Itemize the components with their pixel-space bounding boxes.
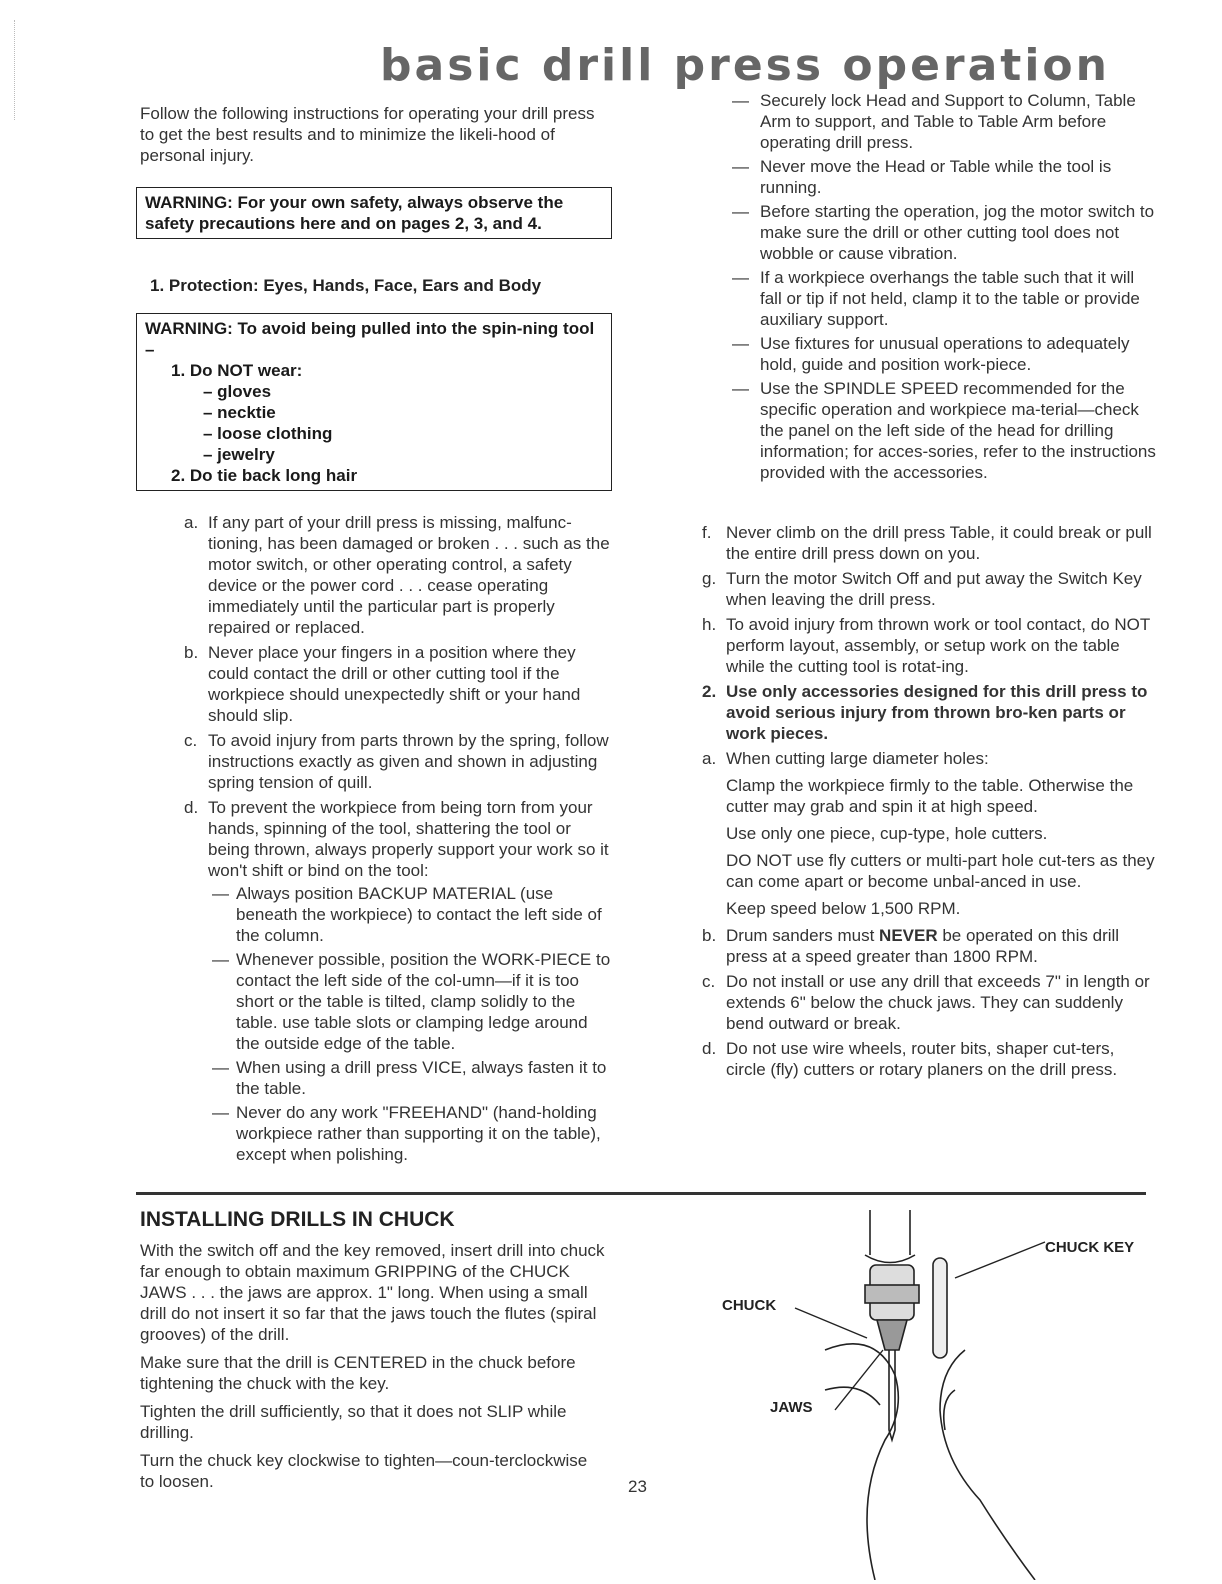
- item-marker: 2.: [702, 682, 717, 701]
- install-paragraph: Turn the chuck key clockwise to tighten—coun-terclockwise to loosen.: [140, 1451, 588, 1491]
- item-marker: b.: [702, 926, 717, 945]
- list-item: [694, 522, 1156, 564]
- item-text: Never climb on the drill press Table, it could break or pull the entire drill press down on you.: [726, 523, 1152, 563]
- item-marker: c.: [184, 731, 198, 750]
- list-item: [694, 614, 1156, 677]
- install-paragraph: With the switch off and the key removed, insert drill into chuck far enough to obtain maximum GRIPPING of the CHUCK JAWS . . . the jaws are approx. 1" long. When using a small drill do not insert it so far that the jaws touch the flutes (spiral grooves) of the drill.: [140, 1241, 605, 1344]
- dash-item: — Use fixtures for unusual operations to adequately hold, guide and position work-piece.: [732, 334, 1130, 374]
- item-text: To avoid injury from parts thrown by the spring, follow instructions exactly as given and shown in adjusting spring tension of quill.: [208, 731, 609, 792]
- dash-item-text: Use the SPINDLE SPEED recommended for the specific operation and workpiece ma-terial—check the panel on the left side of the head for drilling information; for acces-sories, refer to the instructions provided with the accessories.: [760, 379, 1156, 482]
- item-emphasis: NEVER: [879, 926, 938, 945]
- item-text: Drum sanders must: [726, 926, 880, 945]
- dash-item-text: If a workpiece overhangs the table such that it will fall or tip if not held, clamp it to the table or provide auxiliary support.: [760, 268, 1140, 329]
- support-sublist: [208, 883, 612, 1165]
- hand-right-outline: [940, 1350, 1035, 1580]
- item-marker: c.: [702, 972, 716, 991]
- item-text: Do not use wire wheels, router bits, shaper cut-ters, circle (fly) cutters or rotary planers on the drill press.: [726, 1039, 1118, 1079]
- warning-item-do-not-wear: 1. Do NOT wear:: [171, 361, 303, 380]
- item-paragraph: Clamp the workpiece firmly to the table. Otherwise the cutter may grab and spin it at high speed.: [726, 776, 1134, 816]
- dash-item: — Before starting the operation, jog the motor switch to make sure the drill or other cutting tool does not wobble or cause vibration.: [732, 202, 1155, 263]
- chuck-pointer: [795, 1308, 867, 1338]
- dash-item: — Never move the Head or Table while the tool is running.: [732, 157, 1112, 197]
- left-list: [176, 512, 612, 1169]
- warning-box-safety: WARNING: For your own safety, always observe the safety precautions here and on pages 2, 3, and 4.: [136, 187, 612, 239]
- right-list: [694, 522, 1156, 1084]
- list-item: [176, 642, 612, 726]
- item-text: To avoid injury from thrown work or tool contact, do NOT perform layout, assembly, or setup work on the table while the cutting tool is rotat-ing.: [726, 615, 1150, 676]
- install-paragraph: Tighten the drill sufficiently, so that it does not SLIP while drilling.: [140, 1402, 567, 1442]
- item-text: Never place your fingers in a position where they could contact the drill or other cutting tool if the workpiece should unexpectedly shift or your hand should slip.: [208, 643, 581, 725]
- item-paragraph: Keep speed below 1,500 RPM.: [726, 899, 961, 918]
- list-item: [694, 568, 1156, 610]
- dash-item-text: Before starting the operation, jog the motor switch to make sure the drill or other cutting tool does not wobble or cause vibration.: [760, 202, 1155, 263]
- chuck-illustration: [705, 1200, 1175, 1580]
- page-number: 23: [628, 1477, 647, 1496]
- chuck-collar: [865, 1285, 919, 1303]
- item-marker: a.: [702, 749, 717, 768]
- sub-item-text: Never do any work "FREEHAND" (hand-holding workpiece rather than supporting it on the table), except when polishing.: [236, 1103, 601, 1164]
- hand-left-outline: [825, 1344, 898, 1580]
- dash-item: — If a workpiece overhangs the table such that it will fall or tip if not held, clamp it to the table or provide auxiliary support.: [732, 268, 1140, 329]
- dash-item-text: Securely lock Head and Support to Column, Table Arm to support, and Table to Table Arm before operating drill press.: [760, 91, 1136, 152]
- sub-item: — Never do any work "FREEHAND" (hand-holding workpiece rather than supporting it on the table), except when polishing.: [212, 1103, 601, 1164]
- sub-item: — Whenever possible, position the WORK-PIECE to contact the left side of the col-umn—if it is too short or the table is tilted, clamp solidly to the table. use table slots or clamping ledge around the outside edge of the table.: [212, 950, 611, 1053]
- item-marker: f.: [702, 523, 712, 542]
- list-item: [694, 925, 1156, 967]
- wear-item: – loose clothing: [203, 424, 333, 443]
- item-paragraph: DO NOT use fly cutters or multi-part hole cut-ters as they can come apart or become unbal-anced in use.: [726, 851, 1155, 891]
- dash-item-text: Never move the Head or Table while the tool is running.: [760, 157, 1112, 197]
- section-2-heading: [694, 681, 1156, 744]
- item-marker: d.: [702, 1039, 717, 1058]
- list-item: [176, 797, 612, 1165]
- install-paragraph: Make sure that the drill is CENTERED in the chuck before tightening the chuck with the key.: [140, 1353, 576, 1393]
- item-marker: d.: [184, 798, 199, 817]
- list-item: [694, 1038, 1156, 1080]
- list-item: [694, 971, 1156, 1034]
- item-text: To prevent the workpiece from being torn from your hands, spinning of the tool, shattering the tool or being thrown, always properly support your work so it won't shift or bind on the tool:: [208, 798, 609, 880]
- chuck-key-label: CHUCK KEY: [1045, 1239, 1135, 1256]
- section-2-heading-text: Use only accessories designed for this drill press to avoid serious injury from thrown bro-ken parts or work pieces.: [726, 682, 1148, 743]
- dash-item: — Use the SPINDLE SPEED recommended for the specific operation and workpiece ma-terial—check the panel on the left side of the head for drilling information; for acces-sories, refer to the instructions provided with the accessories.: [732, 379, 1156, 482]
- warning-box-spinning-tool: [136, 313, 612, 491]
- right-dash-list: [728, 90, 1156, 486]
- intro-paragraph: Follow the following instructions for operating your drill press to get the best results and to minimize the likeli-hood of personal injury.: [140, 104, 595, 165]
- jaws-shape: [877, 1320, 907, 1350]
- chuck-key-shape: [933, 1258, 947, 1358]
- sub-item-text: Whenever possible, position the WORK-PIECE to contact the left side of the col-umn—if it is too short or the table is tilted, clamp solidly to the table. use table slots or clamping ledge around the outside edge of the table.: [236, 950, 611, 1053]
- sub-item-text: When using a drill press VICE, always fasten it to the table.: [236, 1058, 607, 1098]
- item-text: Turn the motor Switch Off and put away the Switch Key when leaving the drill press.: [726, 569, 1142, 609]
- sub-item: — When using a drill press VICE, always fasten it to the table.: [212, 1058, 607, 1098]
- warning-item-tie-hair: 2. Do tie back long hair: [171, 466, 358, 485]
- item-paragraph: Use only one piece, cup-type, hole cutters.: [726, 824, 1048, 843]
- sub-item-text: Always position BACKUP MATERIAL (use beneath the workpiece) to contact the left side of the column.: [236, 884, 602, 945]
- item-text: be operated on this drill press at a speed greater than 1800 RPM.: [726, 926, 1120, 966]
- list-item: [176, 512, 612, 638]
- spindle-outline: [865, 1210, 915, 1263]
- page-title: basic drill press operation: [380, 40, 1110, 91]
- list-item: [176, 730, 612, 793]
- install-heading: INSTALLING DRILLS IN CHUCK: [140, 1208, 455, 1231]
- dash-item-text: Use fixtures for unusual operations to adequately hold, guide and position work-piece.: [760, 334, 1130, 374]
- item-marker: h.: [702, 615, 717, 634]
- item-marker: b.: [184, 643, 199, 662]
- dash-item: — Securely lock Head and Support to Column, Table Arm to support, and Table to Table Arm before operating drill press.: [732, 91, 1136, 152]
- chuck-label: CHUCK: [722, 1297, 777, 1314]
- item-text: If any part of your drill press is missing, malfunc-tioning, has been damaged or broken . . . such as the motor switch, or other operating control, a safety device or the power cord . . . cease operating immediately until the particular part is properly repaired or replaced.: [208, 513, 610, 637]
- wear-item: – necktie: [203, 403, 276, 422]
- item-marker: g.: [702, 569, 717, 588]
- wear-item: – jewelry: [203, 445, 275, 464]
- item-text: Do not install or use any drill that exceeds 7" in length or extends 6" below the chuck jaws. They can suddenly bend outward or break.: [726, 972, 1150, 1033]
- install-section: [140, 1240, 605, 1499]
- sub-item: — Always position BACKUP MATERIAL (use beneath the workpiece) to contact the left side of the column.: [212, 884, 602, 945]
- item-marker: a.: [184, 513, 199, 532]
- scan-edge-mark: [14, 20, 19, 120]
- protection-heading: 1. Protection: Eyes, Hands, Face, Ears and Body: [150, 276, 542, 295]
- list-item: [694, 748, 1156, 919]
- jaws-label: JAWS: [770, 1399, 813, 1416]
- wear-item: – gloves: [203, 382, 272, 401]
- section-divider: [136, 1192, 1146, 1195]
- item-text: When cutting large diameter holes:: [726, 749, 989, 768]
- warning-heading: WARNING: To avoid being pulled into the spin-ning tool –: [145, 319, 595, 359]
- chuck-key-pointer: [955, 1242, 1045, 1278]
